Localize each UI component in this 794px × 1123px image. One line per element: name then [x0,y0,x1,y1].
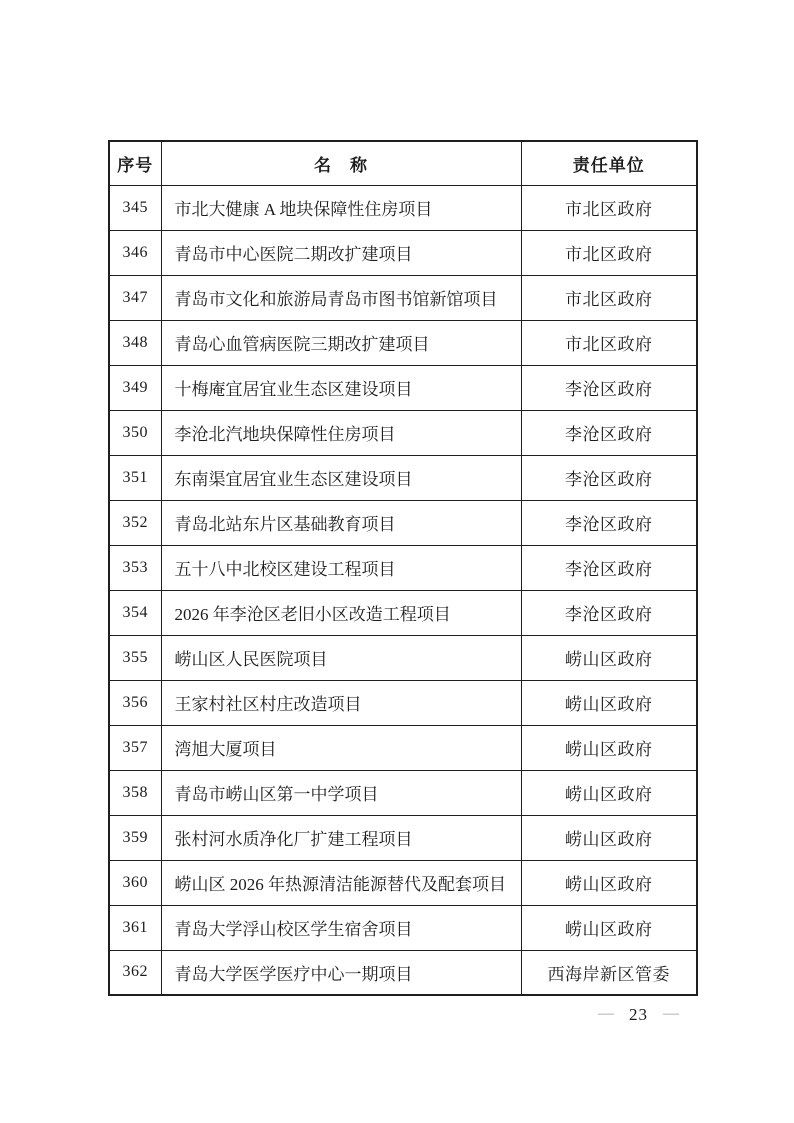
row-unit: 崂山区政府 [521,635,697,680]
row-unit: 崂山区政府 [521,905,697,950]
table-row [109,770,697,815]
row-serial: 358 [109,770,161,815]
row-project-name: 崂山区 2026 年热源清洁能源替代及配套项目 [161,860,521,905]
row-project-name: 李沧北汽地块保障性住房项目 [161,410,521,455]
table-row [109,230,697,275]
row-unit: 崂山区政府 [521,725,697,770]
row-serial: 354 [109,590,161,635]
table-row [109,455,697,500]
row-unit: 市北区政府 [521,320,697,365]
row-serial: 349 [109,365,161,410]
row-serial: 348 [109,320,161,365]
row-project-name: 张村河水质净化厂扩建工程项目 [161,815,521,860]
table-row [109,635,697,680]
row-unit: 崂山区政府 [521,860,697,905]
row-project-name: 市北大健康 A 地块保障性住房项目 [161,185,521,230]
page-footer [598,1004,679,1026]
row-serial: 362 [109,950,161,995]
row-unit: 李沧区政府 [521,455,697,500]
row-serial: 357 [109,725,161,770]
row-unit: 崂山区政府 [521,680,697,725]
row-unit: 李沧区政府 [521,365,697,410]
table-row [109,500,697,545]
row-unit: 李沧区政府 [521,410,697,455]
row-serial: 359 [109,815,161,860]
row-serial: 350 [109,410,161,455]
row-serial: 351 [109,455,161,500]
row-project-name: 湾旭大厦项目 [161,725,521,770]
row-serial: 353 [109,545,161,590]
row-project-name: 王家村社区村庄改造项目 [161,680,521,725]
row-serial: 345 [109,185,161,230]
table-row [109,905,697,950]
table-row [109,320,697,365]
table-row [109,410,697,455]
page-number: 23 [629,1005,648,1024]
row-unit: 崂山区政府 [521,815,697,860]
row-project-name: 青岛大学医学医疗中心一期项目 [161,950,521,995]
row-unit: 市北区政府 [521,275,697,320]
row-project-name: 十梅庵宜居宜业生态区建设项目 [161,365,521,410]
row-unit: 李沧区政府 [521,590,697,635]
row-unit: 市北区政府 [521,230,697,275]
footer-right-dash: — [663,1005,679,1022]
row-serial: 360 [109,860,161,905]
row-serial: 361 [109,905,161,950]
header-project-name: 名 称 [161,141,521,185]
row-project-name: 东南渠宜居宜业生态区建设项目 [161,455,521,500]
table-row [109,590,697,635]
project-table [108,140,698,996]
row-serial: 352 [109,500,161,545]
table-row [109,815,697,860]
row-project-name: 五十八中北校区建设工程项目 [161,545,521,590]
row-project-name: 青岛大学浮山校区学生宿舍项目 [161,905,521,950]
footer-left-dash: — [598,1005,614,1022]
row-unit: 市北区政府 [521,185,697,230]
row-project-name: 青岛市文化和旅游局青岛市图书馆新馆项目 [161,275,521,320]
row-project-name: 青岛北站东片区基础教育项目 [161,500,521,545]
table-row [109,860,697,905]
header-responsible-unit: 责任单位 [521,141,697,185]
table-row [109,680,697,725]
row-project-name: 青岛心血管病医院三期改扩建项目 [161,320,521,365]
header-serial-number: 序号 [109,141,161,185]
table-row [109,185,697,230]
row-project-name: 青岛市崂山区第一中学项目 [161,770,521,815]
table-header-row [109,141,697,185]
row-unit: 李沧区政府 [521,500,697,545]
row-serial: 355 [109,635,161,680]
table-row [109,275,697,320]
row-serial: 347 [109,275,161,320]
table-row [109,725,697,770]
row-unit: 崂山区政府 [521,770,697,815]
row-serial: 346 [109,230,161,275]
row-project-name: 2026 年李沧区老旧小区改造工程项目 [161,590,521,635]
row-unit: 李沧区政府 [521,545,697,590]
row-serial: 356 [109,680,161,725]
row-project-name: 崂山区人民医院项目 [161,635,521,680]
row-unit: 西海岸新区管委 [521,950,697,995]
table-row [109,365,697,410]
table-row [109,950,697,995]
row-project-name: 青岛市中心医院二期改扩建项目 [161,230,521,275]
table-row [109,545,697,590]
